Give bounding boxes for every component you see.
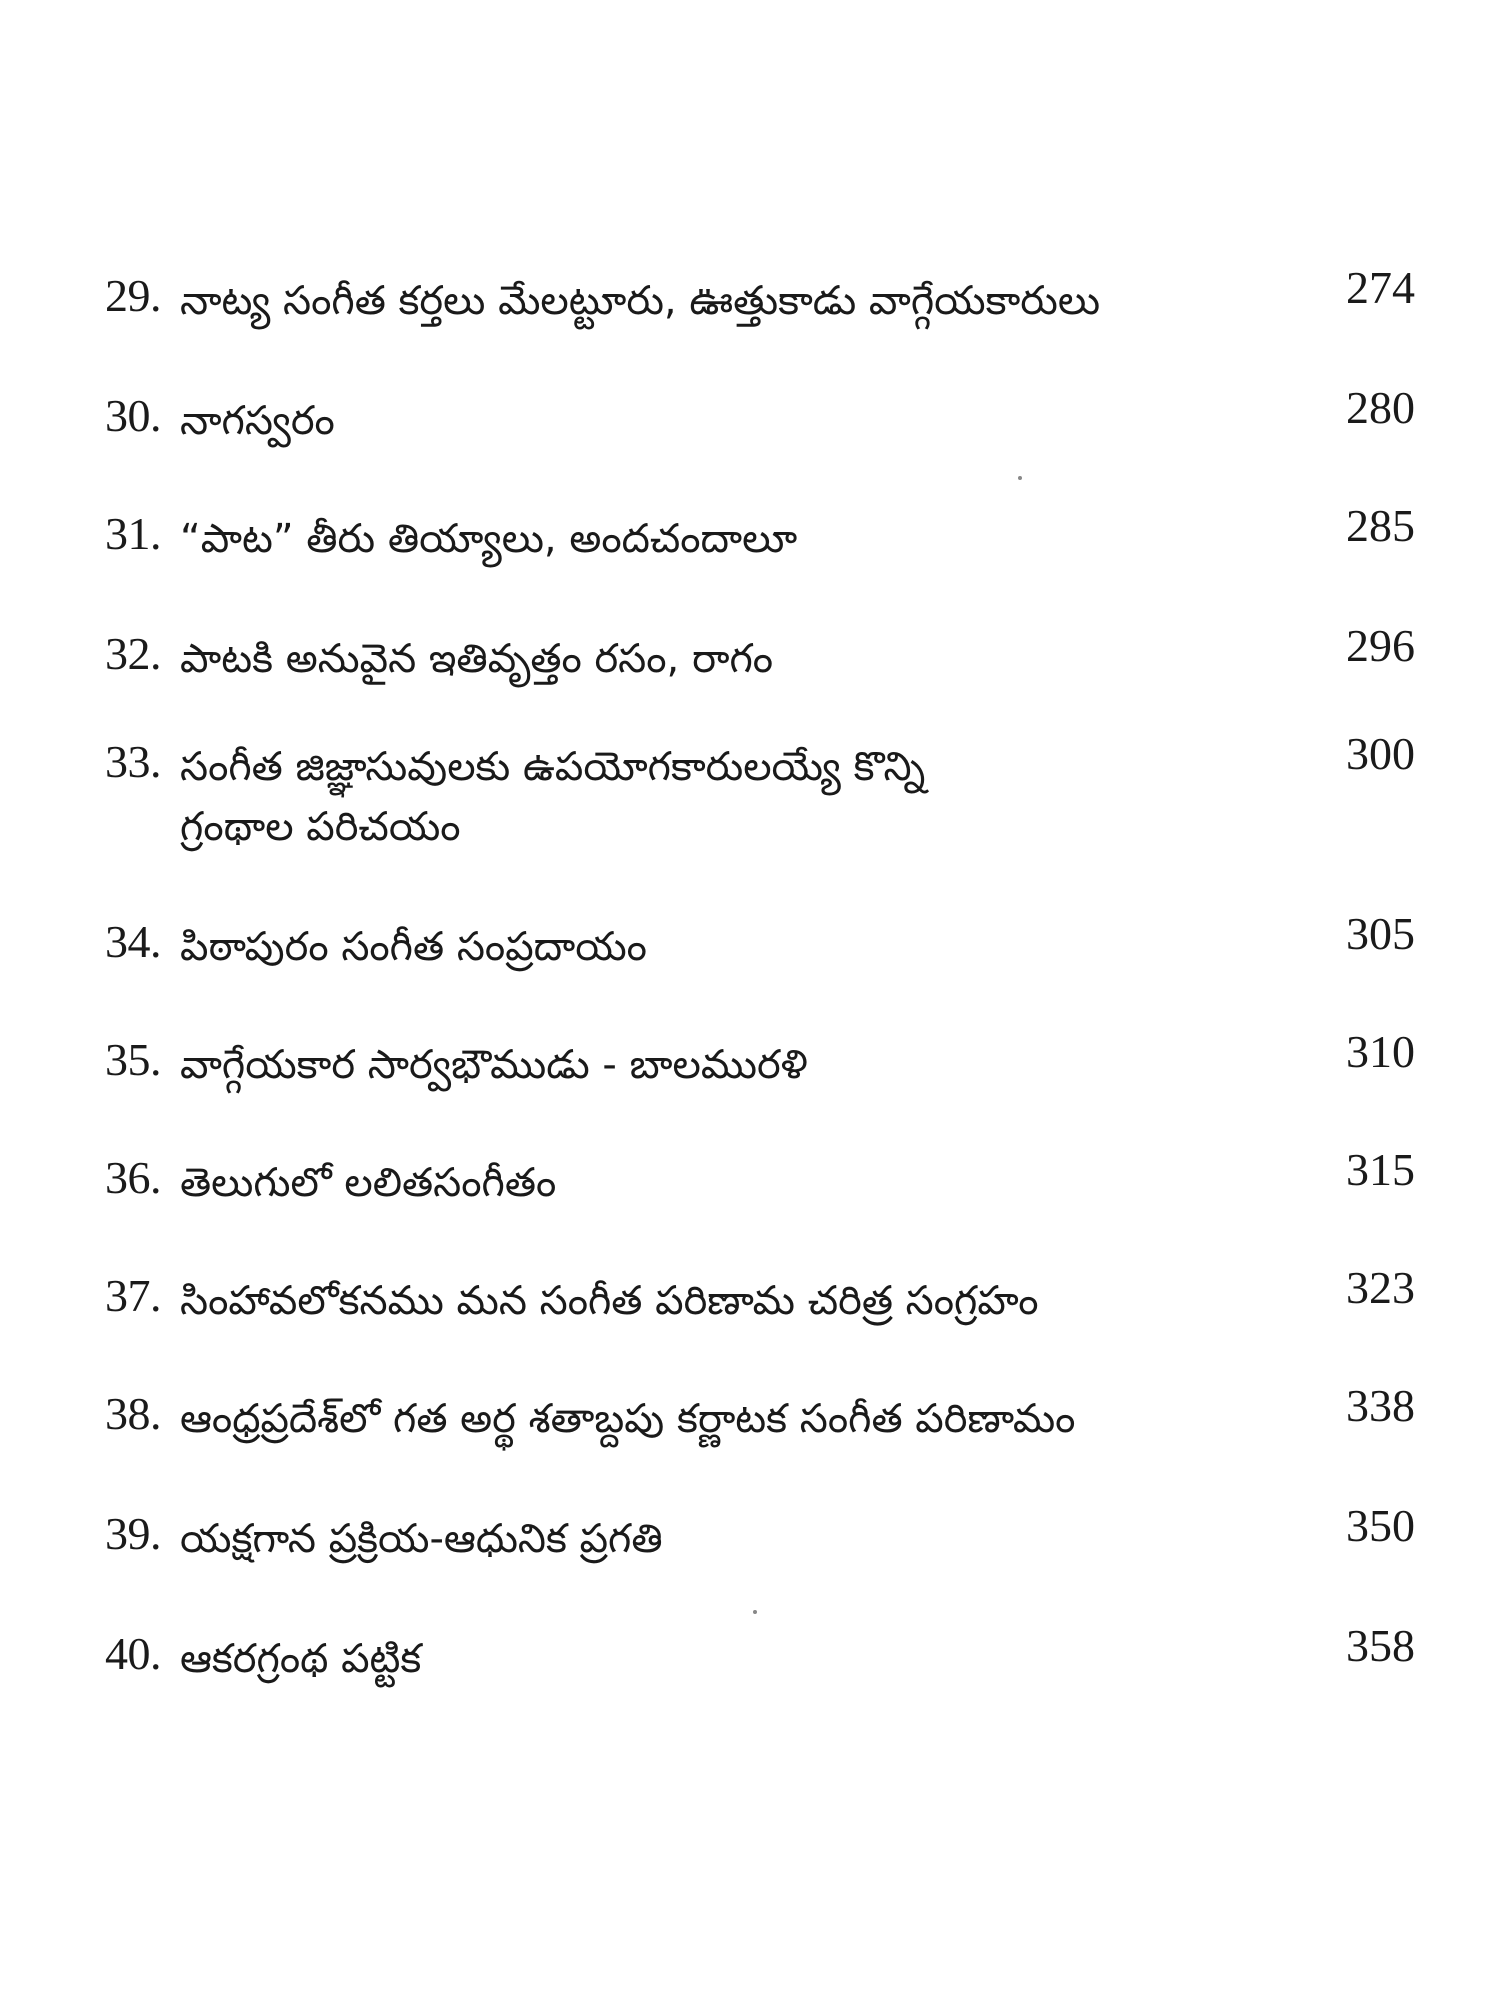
entry-page-number: 305 [1346,908,1415,959]
entry-page-number: 358 [1346,1620,1415,1671]
toc-entry [105,1620,1415,1703]
entry-number: 39. [105,1508,161,1559]
entry-page-number: 323 [1346,1262,1415,1313]
entry-title: పాటకి అనువైన ఇతివృత్తం రసం, రాగం [180,636,774,682]
toc-entry [105,1380,1415,1503]
toc-entry [105,1026,1415,1147]
entry-title: సంగీత జిజ్ఞాసువులకు ఉపయోగకారులయ్యే కొన్ని గ్రంథాల పరిచయం [180,744,926,850]
entry-title: “పాట” తీరు తియ్యాలు, అందచందాలూ [180,516,798,562]
entry-title: సింహావలోకనము మన సంగీత పరిణామ చరిత్ర సంగ్రహం [180,1278,1039,1324]
entry-page-number: 280 [1346,382,1415,433]
entry-number: 40. [105,1628,161,1679]
entry-number: 34. [105,916,161,967]
toc-entry [105,1500,1415,1623]
entry-number: 31. [105,508,161,559]
toc-entry [105,1262,1415,1383]
entry-number: 35. [105,1034,161,1085]
entry-number: 29. [105,270,161,321]
entry-title: పిఠాపురం సంగీత సంప్రదాయం [180,924,647,970]
entry-title: వాగ్గేయకార సార్వభౌముడు - బాలమురళి [180,1042,808,1088]
toc-entry [105,908,1415,1029]
toc-entry [105,500,1415,623]
entry-number: 37. [105,1270,161,1321]
entry-number: 33. [105,736,161,787]
entry-page-number: 285 [1346,500,1415,551]
entry-page-number: 274 [1346,262,1415,313]
entry-title: ఆంధ్రప్రదేశ్‌లో గత అర్థ శతాబ్దపు కర్ణాటక సంగీత పరిణామం [180,1396,1076,1442]
entry-number: 38. [105,1388,161,1439]
entry-page-number: 350 [1346,1500,1415,1551]
toc-entry [105,728,1415,911]
entry-title: నాట్య సంగీత కర్తలు మేలట్టూరు, ఊత్తుకాడు వాగ్గేయకారులు [180,278,1101,324]
entry-title: తెలుగులో లలితసంగీతం [180,1160,557,1206]
entry-title: యక్షగాన ప్రక్రియ-ఆధునిక ప్రగతి [180,1516,663,1562]
entry-page-number: 315 [1346,1144,1415,1195]
toc-entry [105,382,1415,503]
entry-page-number: 296 [1346,620,1415,671]
entry-title: ఆకరగ్రంథ పట్టిక [180,1636,422,1682]
entry-number: 36. [105,1152,161,1203]
toc-entry [105,620,1415,731]
entry-page-number: 310 [1346,1026,1415,1077]
entry-page-number: 300 [1346,728,1415,779]
table-of-contents [105,262,1415,1703]
entry-number: 32. [105,628,161,679]
entry-number: 30. [105,390,161,441]
entry-page-number: 338 [1346,1380,1415,1431]
toc-entry [105,262,1415,385]
entry-title: నాగస్వరం [180,398,335,444]
toc-entry [105,1144,1415,1265]
